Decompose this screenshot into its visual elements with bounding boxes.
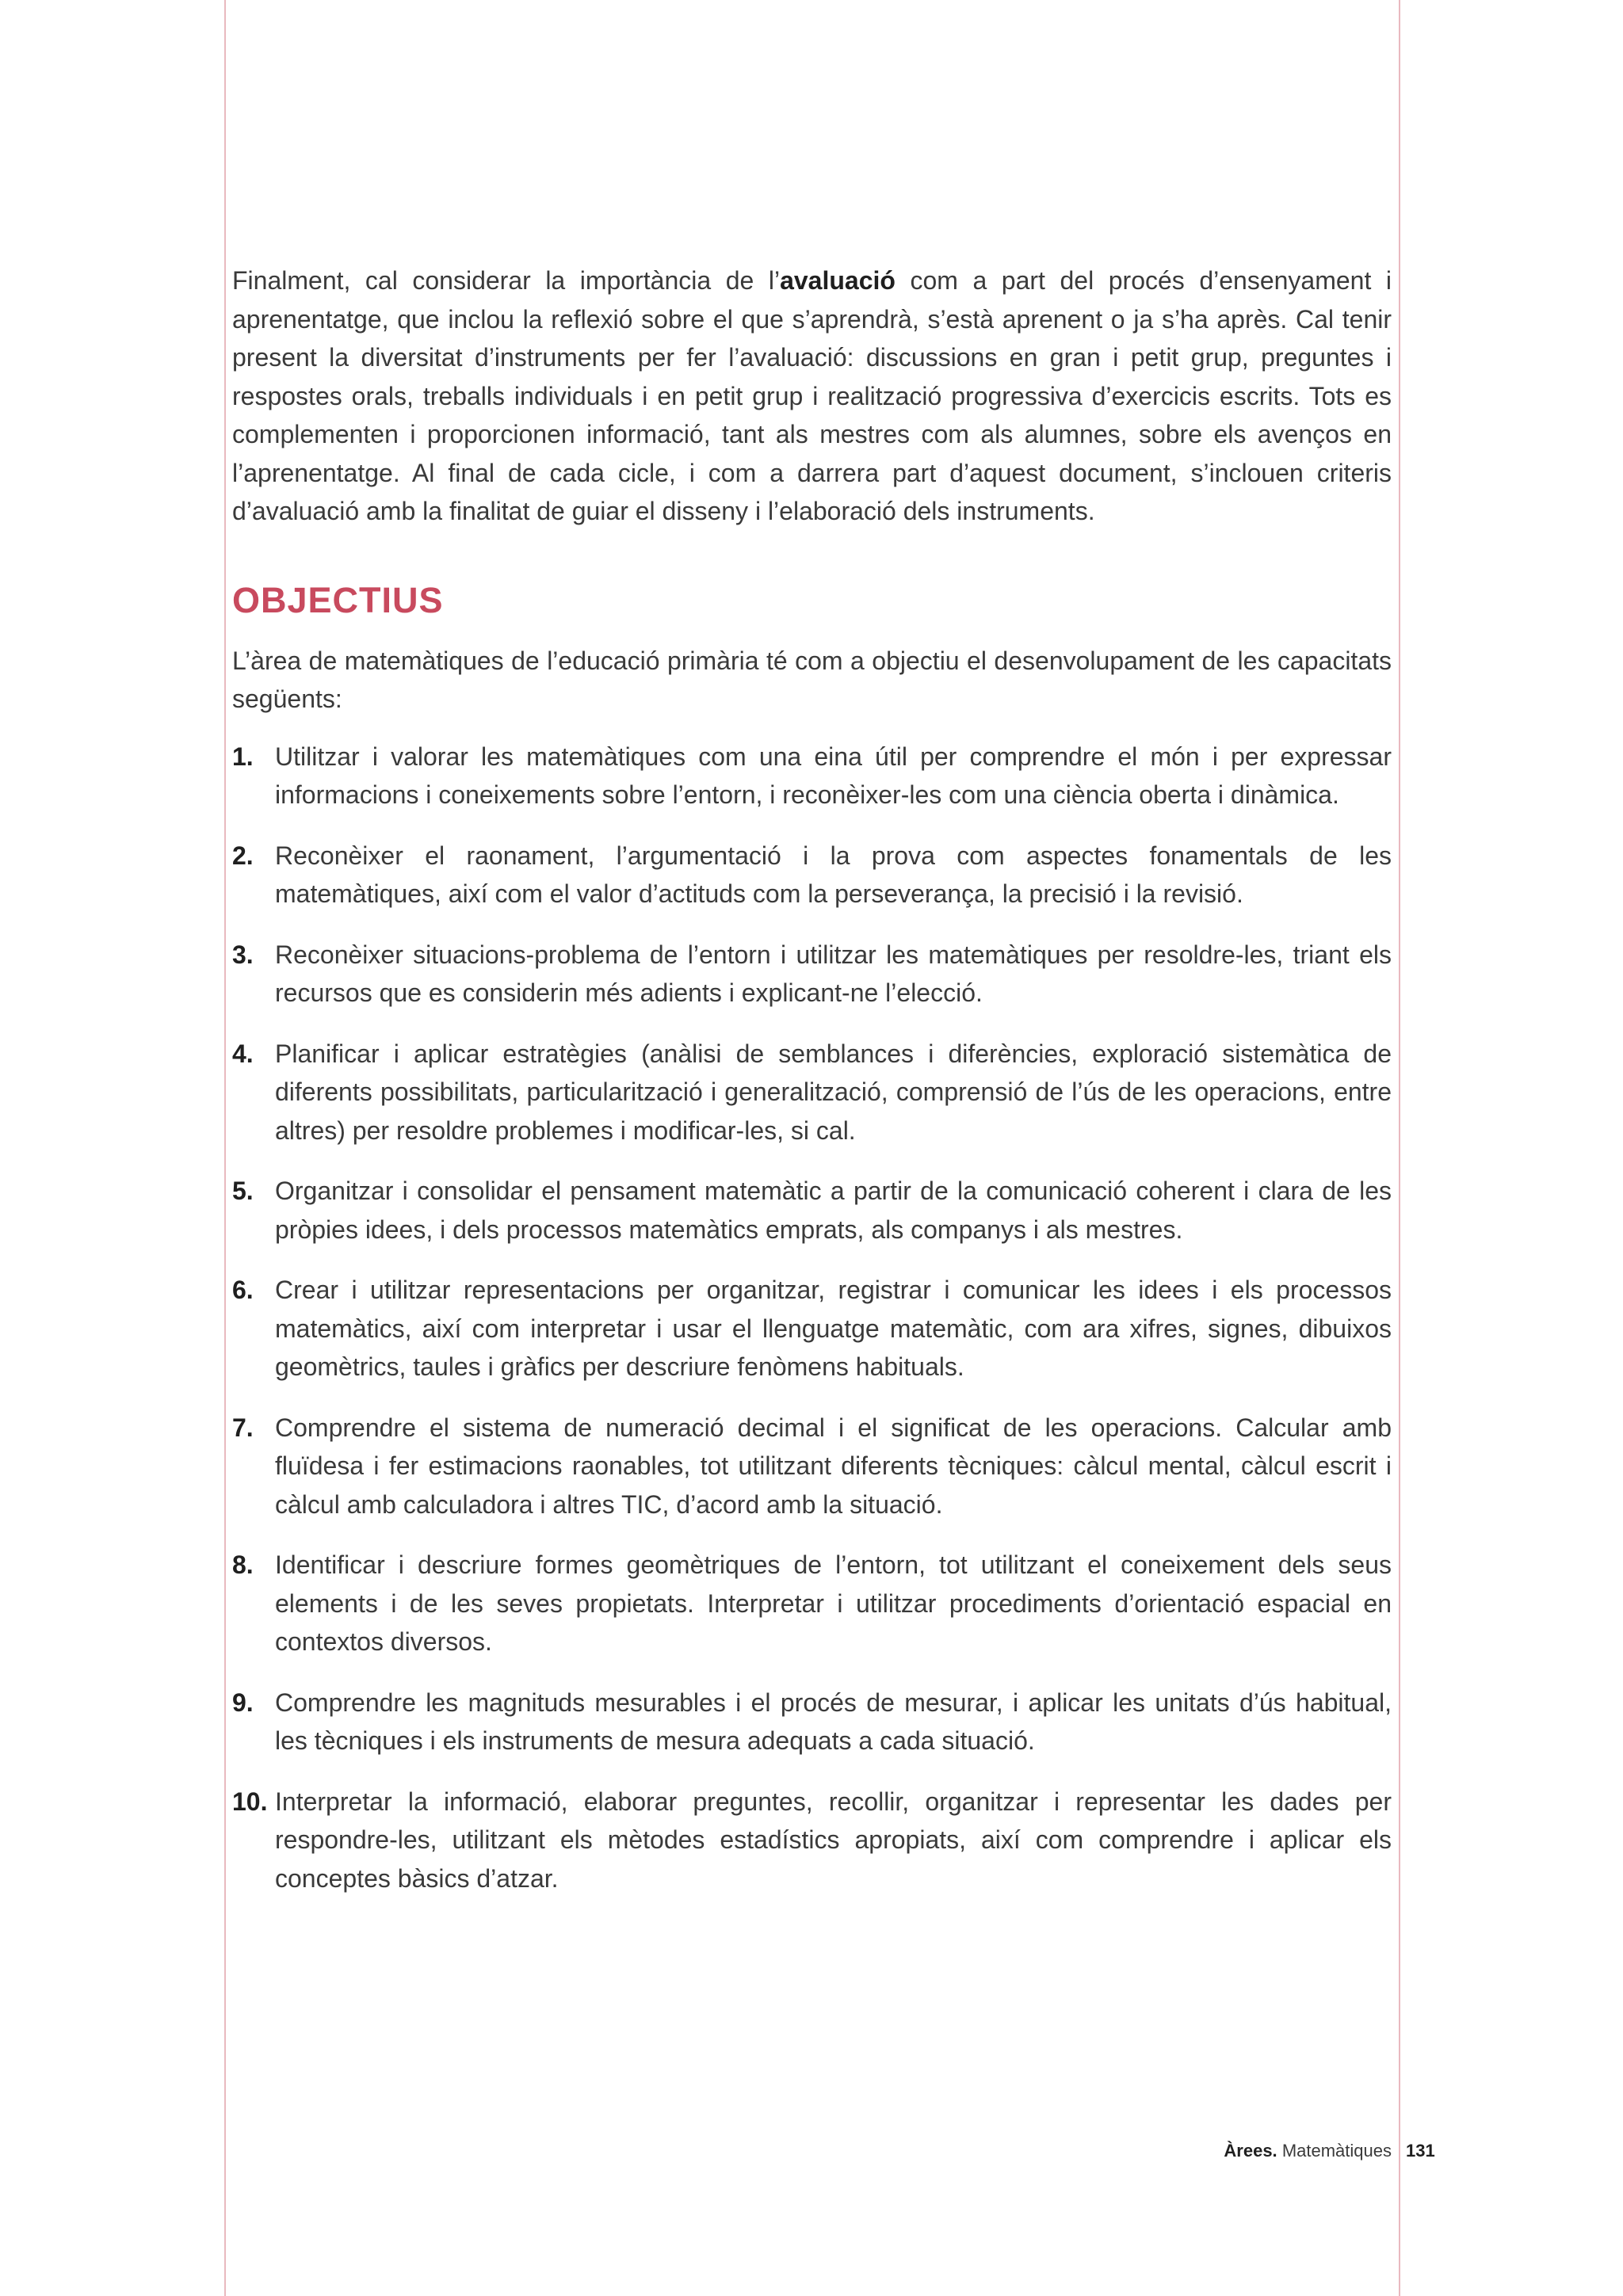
intro-bold-term: avaluació: [780, 266, 896, 295]
objective-item: [232, 1546, 1392, 1661]
objective-text: Reconèixer situacions-problema de l’entorn i utilitzar les matemàtiques per resoldre-les, triant els recursos que es considerin més adients i explicant-ne l’elecció.: [275, 940, 1392, 1007]
objective-item: [232, 1684, 1392, 1760]
objective-item: [232, 1035, 1392, 1150]
intro-paragraph: [232, 261, 1392, 531]
objective-item: [232, 936, 1392, 1013]
objective-number: 5.: [232, 1177, 254, 1205]
objective-number: 4.: [232, 1039, 254, 1068]
objective-number: 7.: [232, 1413, 254, 1442]
objective-item: [232, 1783, 1392, 1898]
running-footer: [1030, 2139, 1392, 2163]
intro-text-after: com a part del procés d’ensenyament i aprenentatge, que inclou la reflexió sobre el que s’aprendrà, s’està aprenent o ja s’ha après. Cal tenir present la diversitat d’instruments per fer l’avaluació: discussions en gran i petit grup, preguntes i respostes orals, treballs individuals i en petit grup i realització progressiva d’exercicis escrits. Tots es complementen i proporcionen informació, tant als mestres com als alumnes, sobre els avenços en l’aprenentatge. Al final de cada cicle, i com a darrera part d’aquest document, s’inclouen criteris d’avaluació amb la finalitat de guiar el disseny i l’elaboració dels instruments.: [232, 266, 1392, 525]
objective-item: [232, 837, 1392, 913]
objective-number: 8.: [232, 1550, 254, 1579]
objective-text: Utilitzar i valorar les matemàtiques com una eina útil per comprendre el món i per expressar informacions i coneixements sobre l’entorn, i reconèixer-les com una ciència oberta i dinàmica.: [275, 742, 1392, 809]
objective-number: 1.: [232, 742, 254, 771]
objective-number: 6.: [232, 1276, 254, 1304]
section-title: OBJECTIUS: [232, 579, 444, 620]
objective-item: [232, 738, 1392, 814]
objective-item: [232, 1172, 1392, 1249]
intro-text-before: Finalment, cal considerar la importància de l’: [232, 266, 781, 295]
objective-text: Reconèixer el raonament, l’argumentació i la prova com aspectes fonamentals de les matemàtiques, així com el valor d’actituds com la perseverança, la precisió i la revisió.: [275, 841, 1392, 908]
objective-text: Planificar i aplicar estratègies (anàlisi de semblances i diferències, exploració sistemàtica de diferents possibilitats, particularització i generalització, comprensió de l’ús de les operacions, entre altres) per resoldre problemes i modificar-les, si cal.: [275, 1039, 1392, 1145]
objective-number: 2.: [232, 841, 254, 870]
objective-text: Interpretar la informació, elaborar preguntes, recollir, organitzar i representar les dades per respondre-les, utilitzant els mètodes estadístics apropiats, així com comprendre i aplicar els conceptes bàsics d’atzar.: [275, 1787, 1392, 1893]
section-lead: L’àrea de matemàtiques de l’educació primària té com a objectiu el desenvolupament de les capacitats següents:: [232, 646, 1392, 713]
objective-text: Comprendre les magnituds mesurables i el procés de mesurar, i aplicar les unitats d’ús habitual, les tècniques i els instruments de mesura adequats a cada situació.: [275, 1688, 1392, 1755]
objective-text: Identificar i descriure formes geomètriques de l’entorn, tot utilitzant el coneixement dels seus elements i de les seves propietats. Interpretar i utilitzar procediments d’orientació espacial en contextos diversos.: [275, 1550, 1392, 1656]
objective-text: Comprendre el sistema de numeració decimal i el significat de les operacions. Calcular amb fluïdesa i fer estimacions raonables, tot utilitzant diferents tècniques: càlcul mental, càlcul escrit i càlcul amb calculadora i altres TIC, d’acord amb la situació.: [275, 1413, 1392, 1519]
footer-section: Àrees.: [1224, 2141, 1277, 2161]
objective-number: 9.: [232, 1688, 254, 1717]
page-content: [232, 261, 1392, 1920]
footer-subject: Matemàtiques: [1281, 2141, 1392, 2161]
left-margin-rule: [224, 0, 226, 2296]
objective-text: Organitzar i consolidar el pensament matemàtic a partir de la comunicació coherent i clara de les pròpies idees, i dels processos matemàtics emprats, als companys i als mestres.: [275, 1177, 1392, 1244]
objective-item: [232, 1409, 1392, 1524]
page-number: 131: [1406, 2141, 1435, 2161]
right-margin-rule: [1399, 0, 1400, 2296]
objective-number: 10.: [232, 1787, 268, 1816]
objectives-list: [232, 738, 1392, 1898]
objective-item: [232, 1271, 1392, 1386]
objective-text: Crear i utilitzar representacions per organitzar, registrar i comunicar les idees i els processos matemàtics, així com interpretar i usar el llenguatge matemàtic, com ara xifres, signes, dibuixos geomètrics, taules i gràfics per descriure fenòmens habituals.: [275, 1276, 1392, 1381]
objective-number: 3.: [232, 940, 254, 969]
